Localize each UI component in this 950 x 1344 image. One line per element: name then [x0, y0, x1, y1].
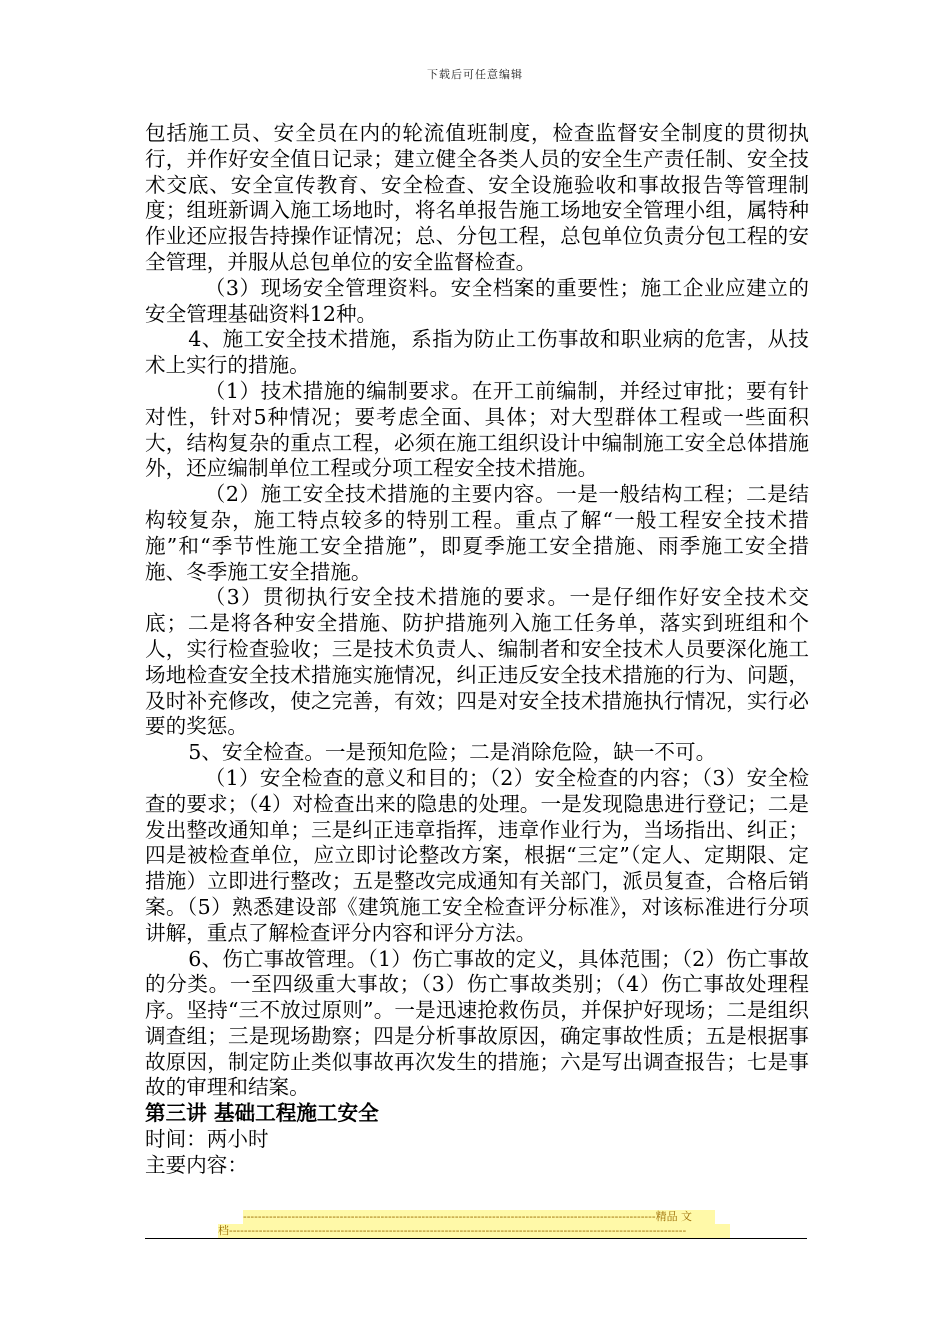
- paragraph: （2）施工安全技术措施的主要内容。一是一般结构工程；二是结构较复杂，施工特点较多的特别工程。重点了解“一般工程安全技术措施”和“季节性施工安全措施”，即夏季施工安全措施、雨季施工安全措施、冬季施工安全措施。: [145, 482, 809, 584]
- page-header: 下载后可任意编辑: [427, 68, 523, 81]
- paragraph: 时间：两小时: [145, 1127, 269, 1152]
- document-body: [145, 121, 809, 1179]
- paragraph: 5、安全检查。一是预知危险；二是消除危险，缺一不可。: [188, 740, 717, 765]
- footer-divider: [145, 1238, 807, 1239]
- paragraph: （3）贯彻执行安全技术措施的要求。一是仔细作好安全技术交底；二是将各种安全措施、防护措施列入施工任务单，落实到班组和个人，实行检查验收；三是技术负责人、编制者和安全技术人员要深化施工场地检查安全技术措施实施情况，纠正违反安全技术措施的行为、问题，及时补充修改，使之完善，有效；四是对安全技术措施执行情况，实行必要的奖惩。: [145, 585, 809, 739]
- paragraph: 包括施工员、安全员在内的轮流值班制度，检查监督安全制度的贯彻执行，并作好安全值日记录；建立健全各类人员的安全生产责任制、安全技术交底、安全宣传教育、安全检查、安全设施验收和事故报告等管理制度；组班新调入施工场地时，将名单报告施工场地安全管理小组，属特种作业还应报告持操作证情况；总、分包工程，总包单位负责分包工程的安全管理，并服从总包单位的安全监督检查。: [145, 121, 809, 274]
- paragraph: 主要内容：: [145, 1152, 248, 1177]
- paragraph: （1）技术措施的编制要求。在开工前编制，并经过审批；要有针对性，针对5种情况；要考虑全面、具体；对大型群体工程或一些面积大，结构复杂的重点工程，必须在施工组织设计中编制施工安全总体措施外，还应编制单位工程或分项工程安全技术措施。: [145, 378, 809, 481]
- paragraph: 6、伤亡事故管理。（1）伤亡事故的定义，具体范围；（2）伤亡事故的分类。一至四级重大事故；（3）伤亡事故类别；（4）伤亡事故处理程序。坚持“三不放过原则”。一是迅速抢救伤员，并保护好现场；二是组织调查组；三是现场勘察；四是分析事故原因，确定事故性质；五是根据事故原因，制定防止类似事故再次发生的措施；六是写出调查报告；七是事故的审理和结案。: [145, 946, 809, 1100]
- footer-watermark-line: ---------------------------------------------------------------------------------------------------------------精品 文: [243, 1210, 715, 1224]
- footer-watermark-line: 档---------------------------------------------------------------------------------------------------------------------------: [218, 1224, 730, 1238]
- section-heading: 第三讲 基础工程施工安全: [145, 1101, 379, 1126]
- paragraph: （3）现场安全管理资料。安全档案的重要性；施工企业应建立的安全管理基础资料12种。: [145, 275, 809, 326]
- paragraph: 4、施工安全技术措施，系指为防止工伤事故和职业病的危害，从技术上实行的措施。: [145, 327, 809, 378]
- paragraph: （1）安全检查的意义和目的；（2）安全检查的内容；（3）安全检查的要求；（4）对检查出来的隐患的处理。一是发现隐患进行登记；二是发出整改通知单；三是纠正违章指挥，违章作业行为，当场指出、纠正；四是被检查单位，应立即讨论整改方案，根据“三定”（定人、定期限、定措施）立即进行整改；五是整改完成通知有关部门，派员复查，合格后销案。（5）熟悉建设部《建筑施工安全检查评分标准》，对该标准进行分项讲解，重点了解检查评分内容和评分方法。: [145, 765, 809, 945]
